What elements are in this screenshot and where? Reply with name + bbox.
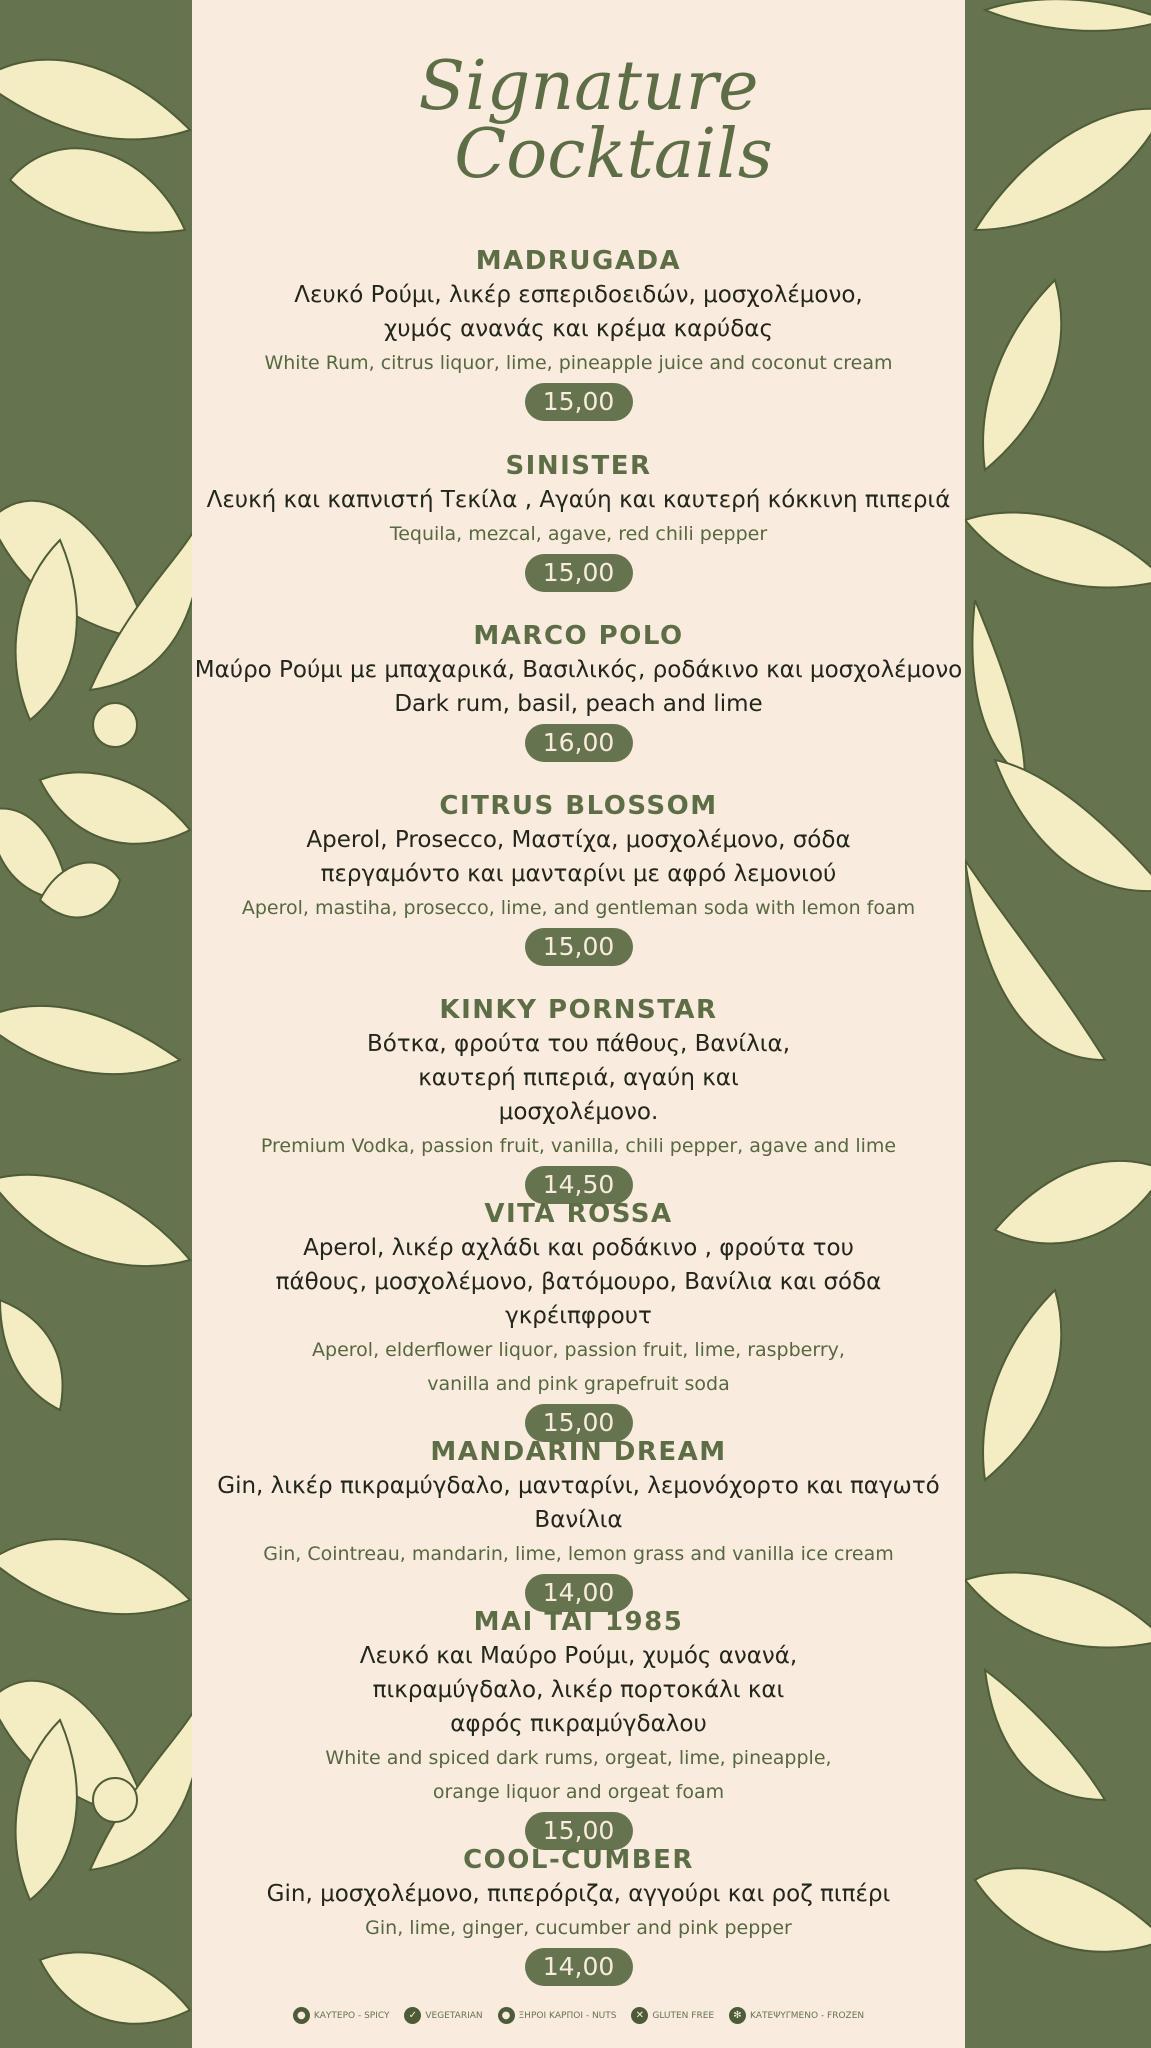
- item-greek: Gin, μοσχολέμονο, πιπερόριζα, αγγούρι και ροζ πιπέρι: [266, 1881, 891, 1907]
- item-english: Gin, Cointreau, mandarin, lime, lemon grass and vanilla ice cream: [263, 1543, 894, 1565]
- item-name: MANDARIN DREAM: [430, 1437, 727, 1467]
- item-english: White and spiced dark rums, orgeat, lime, pineapple, orange liquor and orgeat foam: [325, 1747, 832, 1803]
- item-greek: Λευκό και Μαύρο Ρούμι, χυμός ανανά, πικραμύγδαλο, λικέρ πορτοκάλι και αφρός πικραμύγδαλου: [359, 1643, 798, 1737]
- item-name: COOL-CUMBER: [463, 1845, 694, 1875]
- item-greek: Gin, λικέρ πικραμύγδαλο, μανταρίνι, λεμονόχορτο και παγωτό Βανίλια: [217, 1473, 940, 1533]
- item-english: Gin, lime, ginger, cucumber and pink pepper: [365, 1917, 792, 1939]
- legend-nuts: [498, 2007, 617, 2024]
- item-greek: Aperol, Prosecco, Μαστίχα, μοσχολέμονο, σόδα περγαμόντο και μανταρίνι με αφρό λεμονιού: [306, 827, 851, 887]
- item-name: MADRUGADA: [475, 246, 682, 276]
- item-greek: Λευκή και καπνιστή Τεκίλα , Αγαύη και καυτερή κόκκινη πιπεριά: [206, 487, 951, 513]
- legend-label: GLUTEN FREE: [652, 2011, 715, 2021]
- item-name: MAI TAI 1985: [473, 1607, 684, 1637]
- legend-vegetarian: [404, 2007, 482, 2024]
- item-name: MARCO POLO: [473, 621, 684, 651]
- menu-item-cool-cumber: [192, 1843, 965, 1986]
- price-badge: 14,00: [525, 1948, 633, 1986]
- menu-item-vita-rossa: [192, 1197, 965, 1442]
- menu-panel: [192, 0, 965, 2048]
- menu-item-citrus-blossom: [192, 789, 965, 966]
- price-badge: 15,00: [525, 928, 633, 966]
- legend-gluten-free: [631, 2007, 714, 2024]
- legend-label: ΚΑΤΕΨΥΓΜΕΝΟ - FROZEN: [749, 2011, 865, 2021]
- item-english: Tequila, mezcal, agave, red chili pepper: [389, 523, 768, 545]
- item-greek: Βότκα, φρούτα του πάθους, Βανίλια, καυτερή πιπεριά, αγαύη και μοσχολέμονο.: [366, 1031, 791, 1125]
- price-badge: 14,00: [525, 1574, 633, 1612]
- item-greek: Aperol, λικέρ αχλάδι και ροδάκινο , φρούτα του πάθους, μοσχολέμονο, βατόμουρο, Βανίλια και σόδα γκρέιπφρουτ: [275, 1235, 882, 1329]
- legend-label: ΞΗΡΟΙ ΚΑΡΠΟΙ - NUTS: [518, 2011, 617, 2021]
- menu-item-mai-tai-1985: [192, 1605, 965, 1850]
- legend-label: VEGETARIAN: [425, 2011, 483, 2021]
- floral-border-right: [965, 0, 1151, 2048]
- item-name: VITA ROSSA: [484, 1199, 673, 1229]
- item-name: KINKY PORNSTAR: [439, 995, 718, 1025]
- legend-frozen: [729, 2007, 864, 2024]
- item-english: Premium Vodka, passion fruit, vanilla, chili pepper, agave and lime: [260, 1135, 897, 1157]
- snowflake-icon: ✻: [729, 2007, 746, 2024]
- price-badge: 15,00: [525, 1404, 633, 1442]
- item-english: White Rum, citrus liquor, lime, pineapple juice and coconut cream: [264, 352, 893, 374]
- legend-spicy: [293, 2007, 390, 2024]
- menu-title-line2: Cocktails: [454, 115, 773, 194]
- item-english: Dark rum, basil, peach and lime: [394, 691, 763, 717]
- menu-item-sinister: [192, 449, 965, 592]
- item-english: Aperol, mastiha, prosecco, lime, and gentleman soda with lemon foam: [241, 897, 916, 919]
- menu-item-mandarin-dream: [192, 1435, 965, 1612]
- price-badge: 15,00: [525, 1812, 633, 1850]
- price-badge: 15,00: [525, 554, 633, 592]
- floral-border-left: [0, 0, 192, 2048]
- nut-icon: ●: [498, 2007, 515, 2024]
- menu-title-line1: Signature: [418, 47, 759, 126]
- menu-item-marco-polo: [192, 619, 965, 762]
- item-greek: Μαύρο Ρούμι με μπαχαρικά, Βασιλικός, ροδάκινο και μοσχολέμονο: [194, 657, 963, 683]
- item-english: Aperol, elderflower liquor, passion fruit, lime, raspberry, vanilla and pink grapefruit soda: [312, 1339, 845, 1395]
- item-name: CITRUS BLOSSOM: [439, 791, 718, 821]
- price-badge: 14,50: [525, 1166, 633, 1204]
- menu-item-madrugada: [192, 244, 965, 421]
- item-name: SINISTER: [505, 451, 652, 481]
- dietary-legend: [192, 2007, 965, 2024]
- price-badge: 16,00: [525, 724, 633, 762]
- legend-label: ΚΑΥΤΕΡΟ - SPICY: [313, 2011, 390, 2021]
- price-badge: 15,00: [525, 383, 633, 421]
- chili-icon: ●: [293, 2007, 310, 2024]
- item-greek: Λευκό Ρούμι, λικέρ εσπεριδοειδών, μοσχολέμονο, χυμός ανανάς και κρέμα καρύδας: [294, 282, 863, 342]
- menu-item-kinky-pornstar: [192, 993, 965, 1204]
- leaf-icon: ✓: [404, 2007, 421, 2024]
- wheat-icon: ✕: [631, 2007, 648, 2024]
